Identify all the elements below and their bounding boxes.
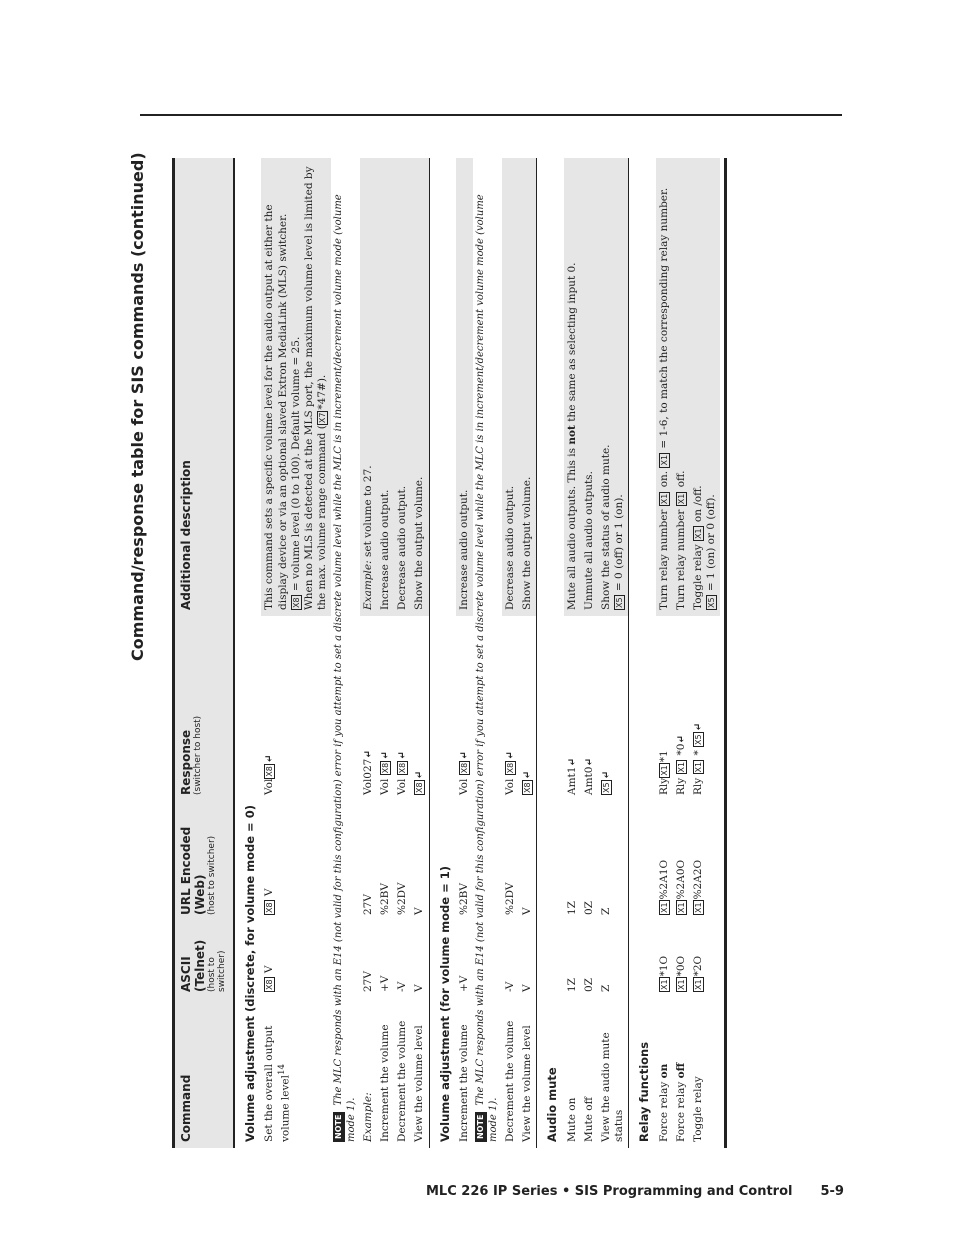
description-cell: This command sets a specific volume level for the audio output at either the display device or via an optional slaved Extron MediaLink (MLS) switcher. X8 = volume level (0 to 100). Default volume = 25. When no MLS is detected at the MLS port, the maximum volume level is limited by the max. volume range command (X7*47#). bbox=[261, 158, 331, 616]
table-row bbox=[519, 158, 537, 1148]
command-cell: Increment the volume bbox=[379, 1024, 392, 1142]
response-cell: X8↵ bbox=[521, 770, 534, 793]
header-response: Response (switcher to host) bbox=[174, 616, 235, 801]
page-title: Command/response table for SIS commands (continued) bbox=[128, 152, 147, 661]
table-bottom-rule bbox=[720, 158, 726, 1148]
url-cell: V bbox=[521, 907, 534, 915]
response-cell: VolX8↵ bbox=[263, 754, 276, 795]
page-number: 5-9 bbox=[820, 1184, 844, 1199]
command-cell: View the volume level bbox=[521, 1025, 534, 1142]
ascii-cell: -V bbox=[396, 981, 409, 992]
description-cell: Mute all audio outputs. This is not the same as selecting input 0. bbox=[564, 158, 581, 616]
description-cell: Show the status of audio mute. X5 = 0 (off) or 1 (on). bbox=[598, 158, 629, 616]
header-ascii: ASCII (Telnet) (host to switcher) bbox=[174, 921, 235, 998]
ascii-cell: X1*0O bbox=[674, 955, 687, 990]
ascii-cell: V bbox=[413, 984, 426, 992]
description-cell: Increase audio output. bbox=[456, 158, 473, 616]
ascii-cell: V bbox=[521, 984, 534, 992]
response-cell: Vol X8↵ bbox=[396, 750, 409, 795]
section-title-volume-mode-1: Volume adjustment (for volume mode = 1) bbox=[429, 158, 456, 1148]
command-table-wrapper bbox=[172, 158, 822, 1148]
response-cell: Vol X8↵ bbox=[504, 750, 516, 795]
response-cell: Amt0↵ bbox=[582, 757, 595, 795]
table-row bbox=[394, 158, 411, 1148]
description-cell: Toggle relay X1 on /off. X5 = 1 (on) or 0 (off). bbox=[690, 158, 720, 616]
header-description: Additional description bbox=[174, 158, 235, 616]
command-cell: View the volume level bbox=[413, 1025, 426, 1142]
table-row bbox=[564, 158, 581, 1148]
section-title-audio-mute: Audio mute bbox=[537, 158, 564, 1148]
table-header-row bbox=[174, 158, 235, 1148]
table-row bbox=[411, 158, 429, 1148]
command-cell: Force relay off bbox=[674, 1062, 687, 1142]
url-cell: 27V bbox=[362, 894, 374, 915]
url-cell: X1%2A0O bbox=[674, 859, 687, 913]
description-cell: Increase audio output. bbox=[377, 158, 394, 616]
table-row bbox=[656, 158, 673, 1148]
command-cell: Example: bbox=[362, 1092, 374, 1142]
table-row bbox=[690, 158, 720, 1148]
ascii-cell: +V bbox=[379, 975, 392, 992]
command-cell: Force relay on bbox=[657, 1063, 670, 1142]
table-row bbox=[598, 158, 629, 1148]
url-cell: V bbox=[413, 907, 426, 915]
response-cell: Vol X8↵ bbox=[379, 750, 392, 795]
note-row bbox=[473, 158, 502, 1148]
command-cell: Increment the volume bbox=[457, 1024, 470, 1142]
ascii-cell: +V bbox=[457, 975, 470, 992]
description-cell: Turn relay number X1 off. bbox=[673, 158, 690, 616]
description-cell: Decrease audio output. bbox=[394, 158, 411, 616]
command-cell: Set the overall output volume level$^{14}$ bbox=[263, 1025, 291, 1142]
response-cell: Vol027↵ bbox=[362, 749, 374, 795]
command-cell: Decrement the volume bbox=[396, 1020, 409, 1142]
note-cell: NOTEThe MLC responds with an E14 (not valid for this configuration) error if you attempt to set a discrete volume level while the MLC is in increment/decrement volume mode (volume mode 1). bbox=[475, 194, 499, 1142]
response-cell: Rly X1 * X5↵ bbox=[691, 722, 704, 795]
table-row bbox=[377, 158, 394, 1148]
command-response-table bbox=[172, 158, 727, 1148]
response-cell: Vol X8↵ bbox=[457, 750, 470, 795]
url-cell: X8 V bbox=[263, 888, 276, 913]
description-cell: Unmute all audio outputs. bbox=[581, 158, 598, 616]
note-badge: NOTE bbox=[475, 1112, 487, 1142]
section-title-relay-functions: Relay functions bbox=[629, 158, 656, 1148]
url-cell: %2DV bbox=[504, 882, 516, 915]
url-cell: %2BV bbox=[457, 883, 470, 915]
description-cell: Turn relay number X1 on. X1 = 1-6, to match the corresponding relay number. bbox=[656, 158, 673, 616]
section-row bbox=[537, 158, 564, 1148]
url-cell: X1%2A1O bbox=[657, 859, 670, 913]
ascii-cell: 1Z bbox=[565, 978, 578, 992]
ascii-cell: -V bbox=[504, 981, 516, 992]
url-cell: %2DV bbox=[396, 882, 409, 915]
url-cell: 0Z bbox=[582, 901, 595, 915]
ascii-cell: X1*2O bbox=[691, 955, 704, 990]
command-cell: View the audio mute status bbox=[599, 1032, 625, 1142]
description-cell: Show the output volume. bbox=[411, 158, 429, 616]
bottom-rule-cell bbox=[720, 158, 726, 1148]
table-row bbox=[502, 158, 519, 1148]
ascii-cell: 27V bbox=[362, 971, 374, 992]
ascii-cell: X8 V bbox=[263, 965, 276, 990]
ascii-cell: 0Z bbox=[582, 978, 595, 992]
top-rule bbox=[140, 114, 842, 116]
url-cell: %2BV bbox=[379, 883, 392, 915]
header-url: URL Encoded (Web) (host to switcher) bbox=[174, 801, 235, 921]
note-row bbox=[331, 158, 360, 1148]
url-cell: 1Z bbox=[565, 901, 578, 915]
footer-text: MLC 226 IP Series • SIS Programming and Control bbox=[426, 1184, 793, 1199]
command-cell: Toggle relay bbox=[691, 1076, 704, 1142]
section-row bbox=[234, 158, 261, 1148]
section-title-volume-mode-0: Volume adjustment (discrete, for volume mode = 0) bbox=[234, 158, 261, 1148]
response-cell: X5↵ bbox=[599, 770, 612, 793]
table-row bbox=[261, 158, 331, 1148]
url-cell: X1%2A2O bbox=[691, 859, 704, 913]
note-badge: NOTE bbox=[333, 1112, 345, 1142]
ascii-cell: Z bbox=[599, 984, 612, 992]
table-row bbox=[360, 158, 377, 1148]
response-cell: X8↵ bbox=[413, 770, 426, 793]
description-cell: Decrease audio output. bbox=[502, 158, 519, 616]
table-row bbox=[581, 158, 598, 1148]
command-cell: Mute off bbox=[582, 1096, 595, 1142]
command-cell: Mute on bbox=[565, 1097, 578, 1142]
table-row bbox=[456, 158, 473, 1148]
command-cell: Decrement the volume bbox=[504, 1020, 516, 1142]
header-command: Command bbox=[174, 998, 235, 1148]
note-cell: NOTEThe MLC responds with an E14 (not valid for this configuration) error if you attempt to set a discrete volume level while the MLC is in increment/decrement volume mode (volume mode 1). bbox=[333, 194, 357, 1142]
response-cell: Amt1↵ bbox=[565, 757, 578, 795]
ascii-cell: X1*1O bbox=[657, 955, 670, 990]
description-cell: Example: set volume to 27. bbox=[360, 158, 377, 616]
table-row bbox=[673, 158, 690, 1148]
page-footer bbox=[426, 1184, 844, 1199]
response-cell: Rly X1 *0↵ bbox=[674, 734, 687, 795]
url-cell: Z bbox=[599, 907, 612, 915]
description-cell: Show the output volume. bbox=[519, 158, 537, 616]
section-row bbox=[429, 158, 456, 1148]
response-cell: RlyX1*1 bbox=[657, 750, 670, 795]
section-row bbox=[629, 158, 656, 1148]
